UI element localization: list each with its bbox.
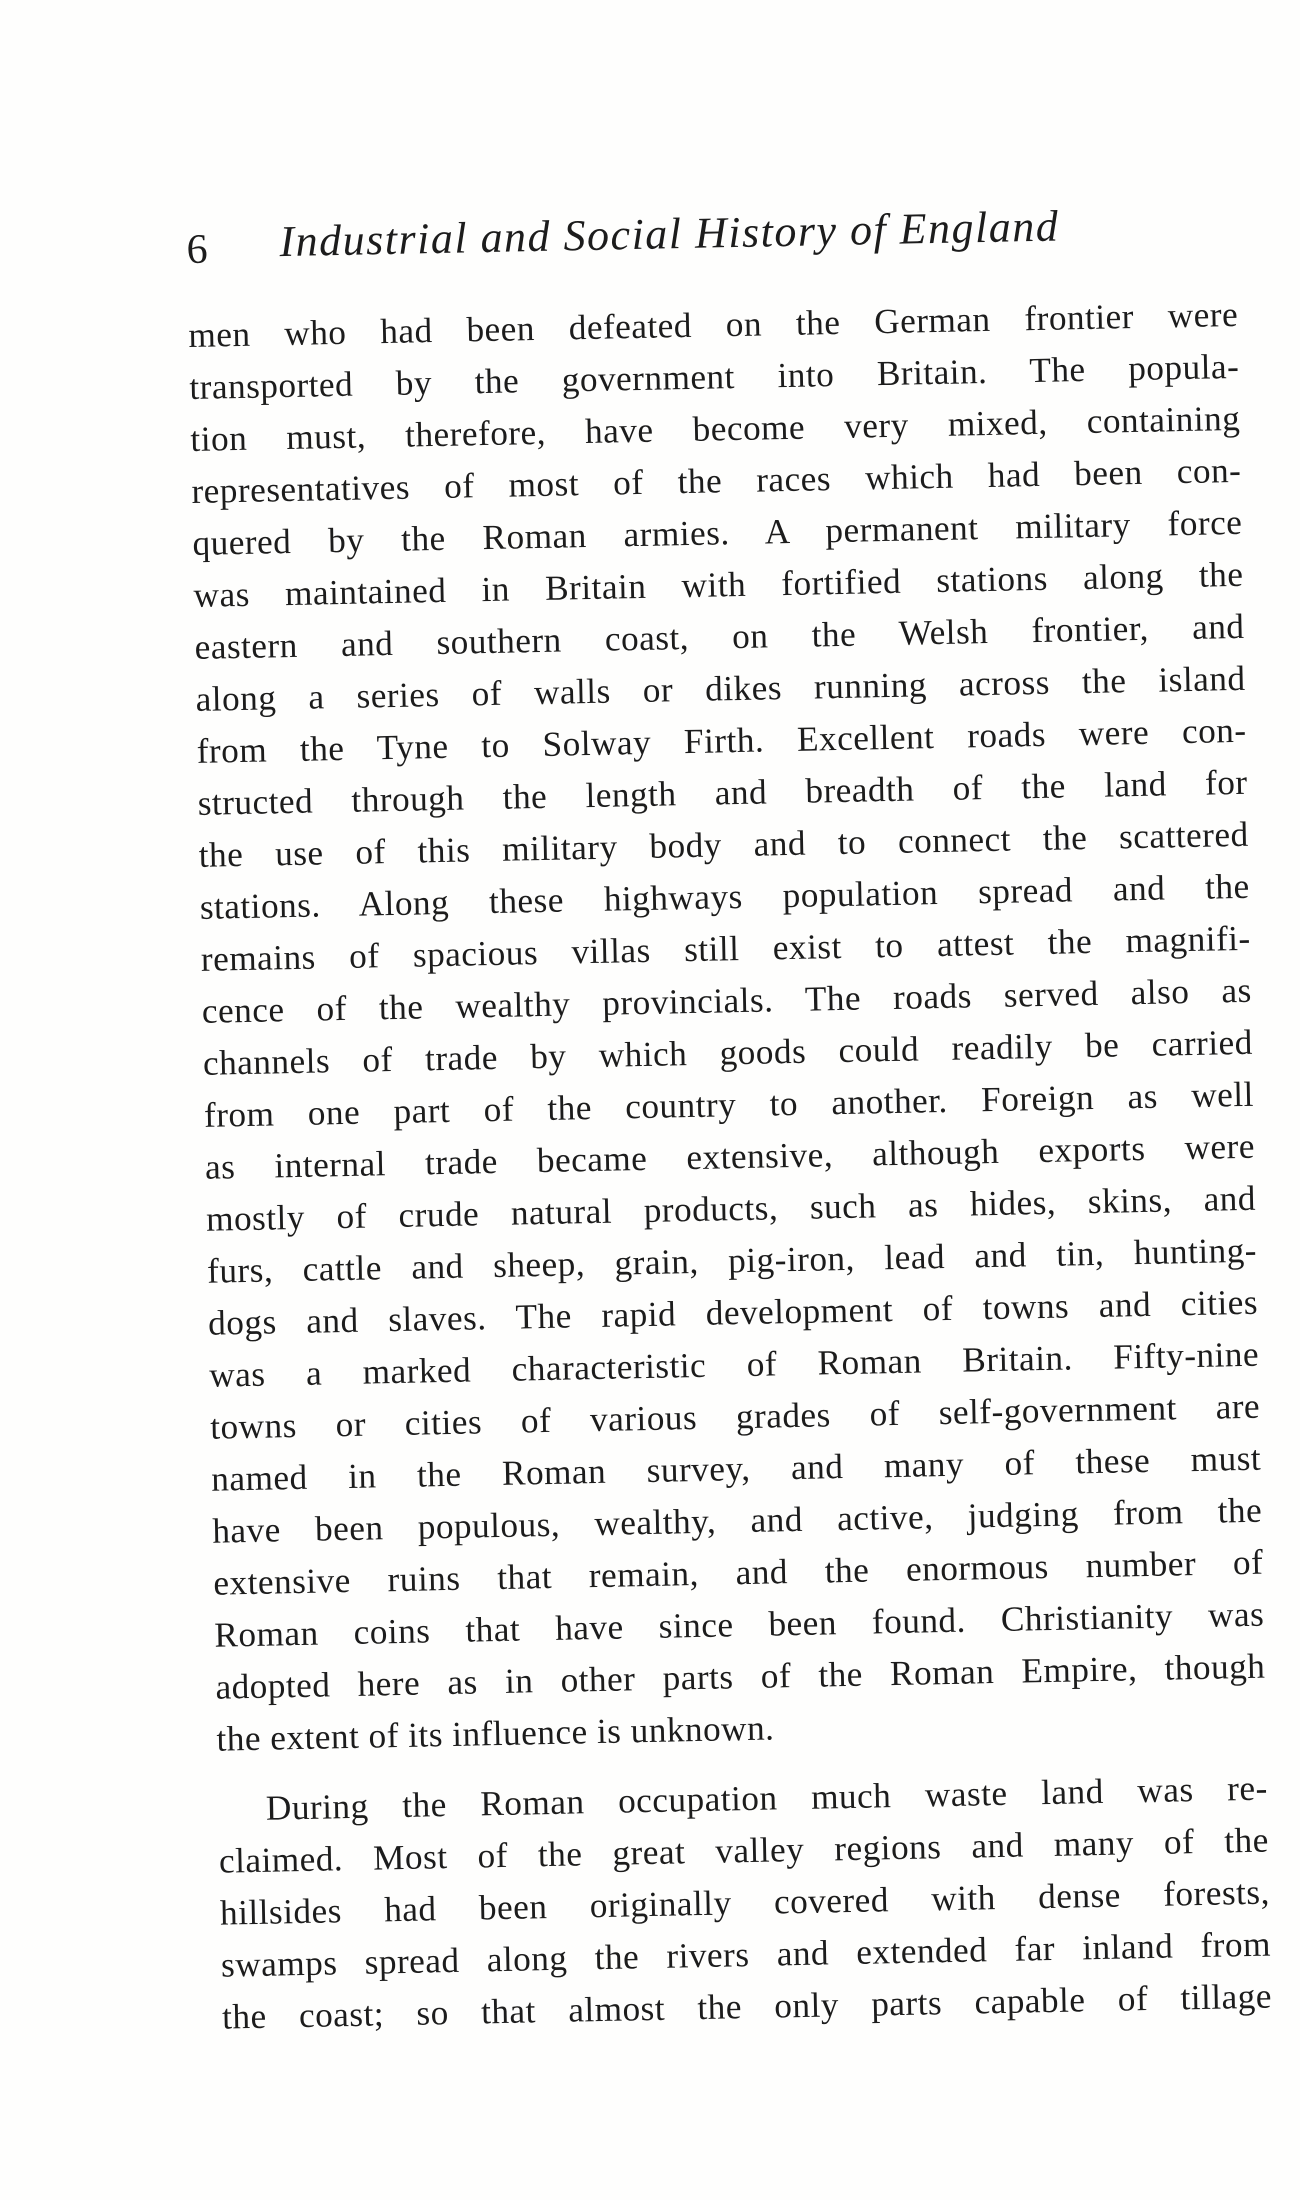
text-line: stations. Along these highways population spread and the (199, 866, 1251, 927)
text-line: mostly of crude natural products, such as hides, skins, and (205, 1178, 1257, 1239)
text-line: representatives of most of the races which had been con- (191, 450, 1242, 511)
text-line: structed through the length and breadth of the land for (197, 762, 1248, 823)
text-block (186, 197, 1272, 2044)
text-line: from one part of the country to another. Foreign as well (203, 1074, 1255, 1135)
page-number: 6 (186, 226, 210, 273)
text-line: the extent of its influence is unknown. (216, 1708, 775, 1759)
text-line: swamps spread along the rivers and extended far inland from (220, 1924, 1272, 1985)
text-line: the use of this military body and to connect the scattered (198, 814, 1249, 875)
text-line: towns or cities of various grades of self-government are (209, 1386, 1261, 1447)
text-line: transported by the government into Britain. The popula- (189, 346, 1240, 407)
paragraph-2 (217, 1763, 1272, 2044)
text-line: claimed. Most of the great valley regions and many of the (218, 1820, 1270, 1881)
text-line: quered by the Roman armies. A permanent military force (192, 502, 1243, 563)
text-line: along a series of walls or dikes running across the island (195, 658, 1246, 719)
text-line: During the Roman occupation much waste land was re- (265, 1768, 1269, 1828)
text-line: channels of trade by which goods could readily be carried (202, 1022, 1254, 1083)
text-line: furs, cattle and sheep, grain, pig-iron, lead and tin, hunting- (206, 1230, 1258, 1291)
text-line: hillsides had been originally covered with dense forests, (219, 1872, 1271, 1933)
text-line: from the Tyne to Solway Firth. Excellent roads were con- (196, 710, 1247, 771)
text-line: have been populous, wealthy, and active, judging from the (211, 1490, 1263, 1551)
text-line: cence of the wealthy provincials. The roads served also as (201, 970, 1253, 1031)
text-line: eastern and southern coast, on the Welsh frontier, and (194, 606, 1245, 667)
text-line: dogs and slaves. The rapid development of towns and cities (207, 1282, 1259, 1343)
running-head (186, 197, 1237, 274)
paragraph-1 (188, 289, 1267, 1766)
text-line: was maintained in Britain with fortified stations along the (193, 554, 1244, 615)
text-line: Roman coins that have since been found. Christianity was (214, 1594, 1265, 1655)
text-line: adopted here as in other parts of the Roman Empire, though (215, 1646, 1266, 1707)
text-line: extensive ruins that remain, and the enormous number of (213, 1542, 1264, 1603)
text-line: was a marked characteristic of Roman Britain. Fifty-nine (208, 1334, 1260, 1395)
text-line: named in the Roman survey, and many of these must (210, 1438, 1262, 1499)
text-line: as internal trade became extensive, although exports were (204, 1126, 1256, 1187)
text-line: the coast; so that almost the only parts capable of tillage (221, 1976, 1273, 2037)
running-title: Industrial and Social History of England (279, 201, 1060, 267)
text-line: tion must, therefore, have become very mixed, containing (190, 398, 1241, 459)
text-line: remains of spacious villas still exist to attest the magnifi- (200, 918, 1252, 979)
text-line: men who had been defeated on the German frontier were (187, 294, 1239, 355)
